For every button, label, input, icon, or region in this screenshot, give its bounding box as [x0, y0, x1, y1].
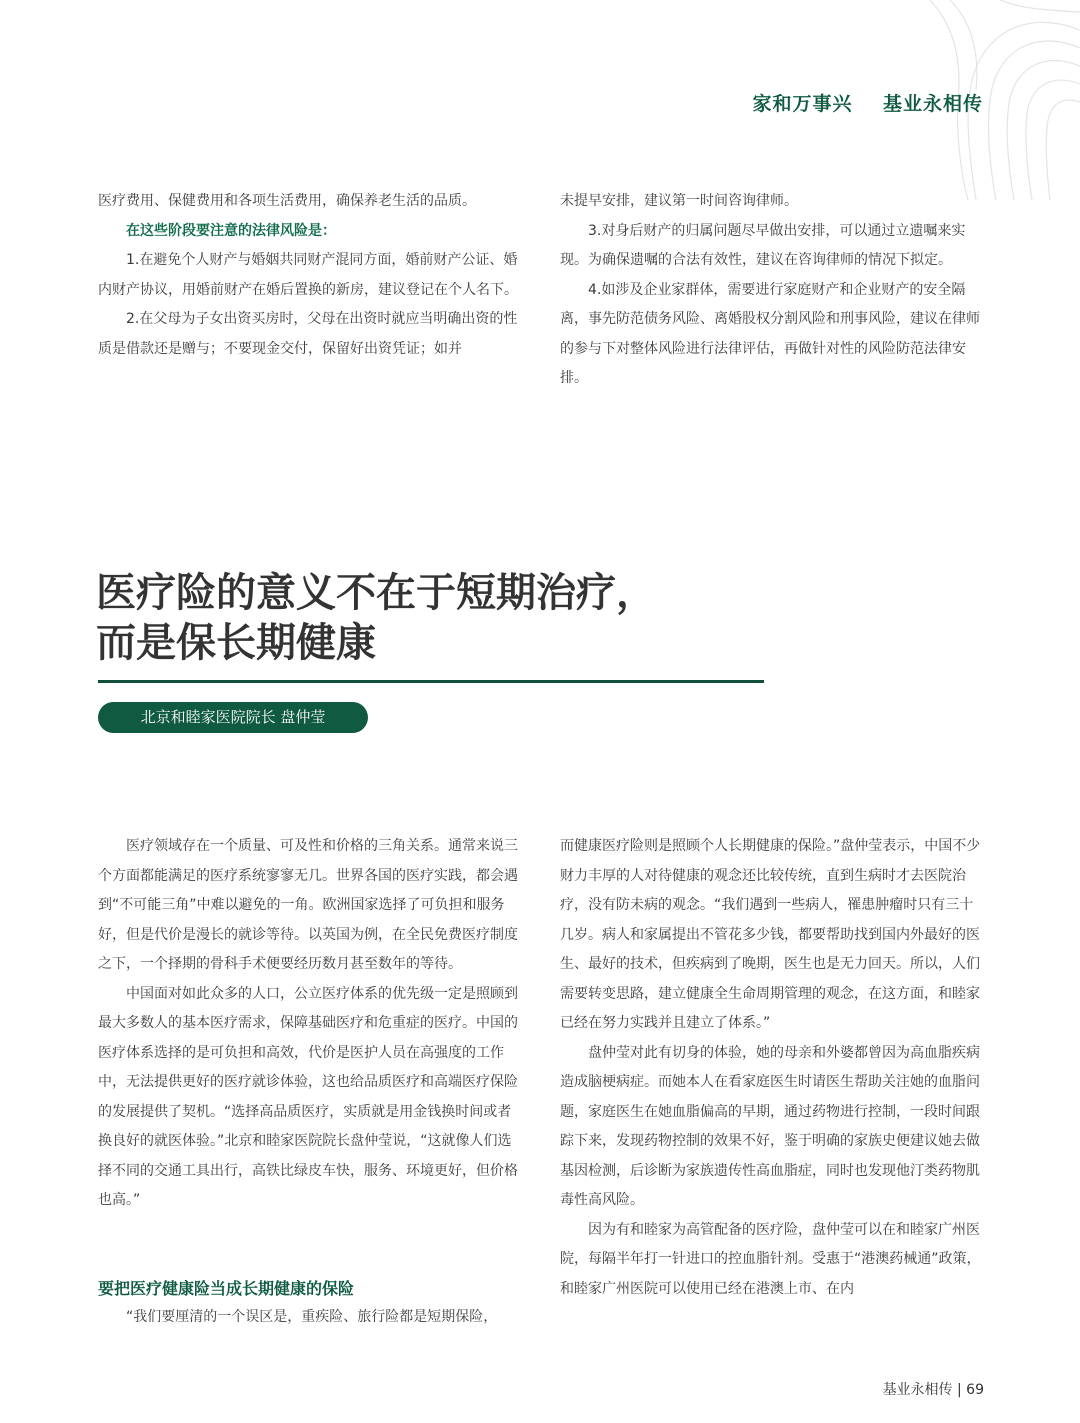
page-header-title: 家和万事兴 基业永相传	[752, 93, 983, 115]
paragraph: 2.在父母为子女出资买房时，父母在出资时就应当明确出资的性质是借款还是赠与；不要现金交付，保留好出资凭证；如并	[98, 311, 518, 357]
section-heading: 要把医疗健康险当成长期健康的保险	[98, 1279, 355, 1298]
paragraph: 医疗费用、保健费用和各项生活费用，确保养老生活的品质。	[98, 193, 476, 209]
paragraph: 3.对身后财产的归属问题尽早做出安排，可以通过立遗嘱来实现。为确保遗嘱的合法有效性，建议在咨询律师的情况下拟定。	[560, 222, 966, 268]
top-right-column	[560, 187, 984, 394]
headline-divider	[98, 680, 764, 683]
paragraph: 1.在避免个人财产与婚姻共同财产混同方面，婚前财产公证、婚内财产协议，用婚前财产在婚后置换的新房，建议登记在个人名下。	[98, 252, 518, 298]
paragraph: 盘仲莹对此有切身的体验，她的母亲和外婆都曾因为高血脂疾病造成脑梗病症。而她本人在看家庭医生时请医生帮助关注她的血脂问题，家庭医生在她血脂偏高的早期，通过药物进行控制，一段时间跟踪下来，发现药物控制的效果不好，鉴于明确的家族史便建议她去做基因检测，后诊断为家族遗传性高血脂症，同时也发现他汀类药物肌毒性高风险。	[560, 1044, 980, 1208]
paragraph: 未提早安排，建议第一时间咨询律师。	[560, 193, 798, 209]
bottom-right-column	[560, 832, 984, 1304]
paragraph: 而健康医疗险则是照顾个人长期健康的保险。”盘仲莹表示，中国不少财力丰厚的人对待健康的观念还比较传统，直到生病时才去医院治疗，没有防未病的观念。“我们遇到一些病人，罹患肿瘤时只有三十几岁。病人和家属提出不管花多少钱，都要帮助找到国内外最好的医生、最好的技术，但疾病到了晚期，医生也是无力回天。所以，人们需要转变思路，建立健康全生命周期管理的观念，在这方面，和睦家已经在努力实践并且建立了体系。”	[560, 838, 981, 1031]
paragraph: “我们要厘清的一个误区是，重疾险、旅行险都是短期保险，	[126, 1309, 498, 1325]
paragraph: 中国面对如此众多的人口，公立医疗体系的优先级一定是照顾到最大多数人的基本医疗需求，保障基础医疗和危重症的医疗。中国的医疗体系选择的是可负担和高效，代价是医护人员在高强度的工作中，无法提供更好的医疗就诊体验，这也给品质医疗和高端医疗保险的发展提供了契机。“选择高品质医疗，实质就是用金钱换时间或者换良好的就医体验。”北京和睦家医院院长盘仲莹说，“这就像人们选择不同的交通工具出行，高铁比绿皮车快，服务、环境更好，但价格也高。”	[98, 985, 518, 1208]
top-left-column	[98, 187, 522, 364]
paragraph: 因为有和睦家为高管配备的医疗险，盘仲莹可以在和睦家广州医院，每隔半年打一针进口的控血脂针剂。受惠于“港澳药械通”政策，和睦家广州医院可以使用已经在港澳上市、在内	[560, 1221, 981, 1297]
article-headline	[96, 568, 796, 668]
bottom-left-column	[98, 832, 522, 1216]
headline-line-1: 医疗险的意义不在于短期治疗，	[96, 570, 656, 616]
paragraph: 医疗领域存在一个质量、可及性和价格的三角关系。通常来说三个方面都能满足的医疗系统寥寥无几。世界各国的医疗实践，都会遇到“不可能三角”中难以避免的一角。欧洲国家选择了可负担和服务好，但是代价是漫长的就诊等待。以英国为例，在全民免费医疗制度之下，一个择期的骨科手术便要经历数月甚至数年的等待。	[98, 838, 518, 972]
author-byline-badge: 北京和睦家医院院长 盘仲莹	[98, 702, 368, 733]
page-footer: 基业永相传 | 69	[882, 1382, 984, 1398]
legal-risk-subheading: 在这些阶段要注意的法律风险是：	[126, 222, 336, 239]
paragraph: 4.如涉及企业家群体，需要进行家庭财产和企业财产的安全隔离，事先防范债务风险、离婚股权分割风险和刑事风险，建议在律师的参与下对整体风险进行法律评估，再做针对性的风险防范法律安排。	[560, 281, 980, 386]
headline-line-2: 而是保长期健康	[96, 620, 376, 666]
